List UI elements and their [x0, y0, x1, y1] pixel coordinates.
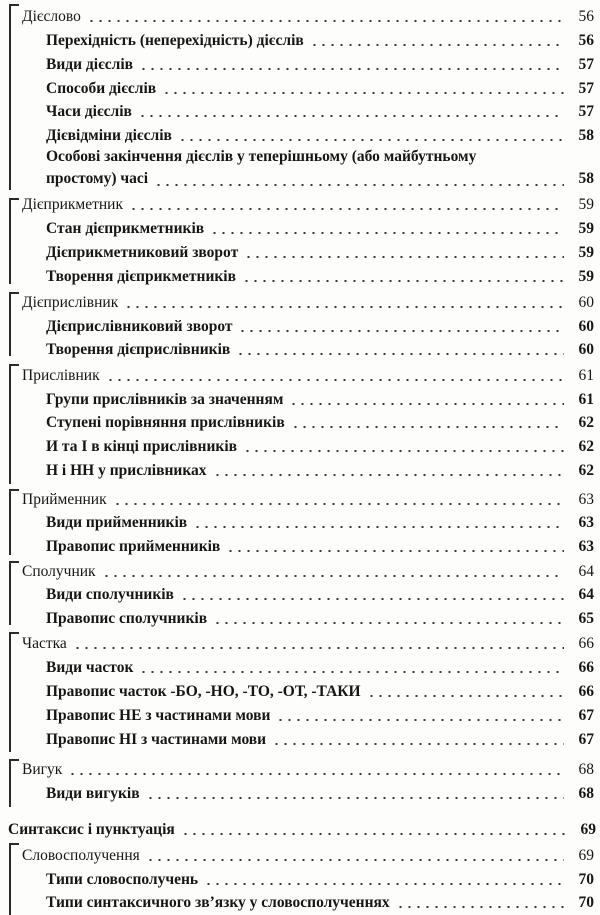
group-bracket: [9, 489, 19, 491]
toc-entry[interactable]: Правопис НІ з частинами мови 67: [46, 731, 594, 748]
toc-entry[interactable]: Дієприслівник 60: [22, 294, 594, 311]
dot-leader: [210, 232, 564, 234]
dot-leader: [124, 306, 564, 308]
toc-entry[interactable]: Дієприкметник 59: [22, 196, 594, 213]
dot-leader: [243, 450, 564, 452]
dot-leader: [162, 92, 564, 94]
dot-leader: [154, 184, 564, 186]
group-bracket: [9, 489, 11, 555]
toc-entry[interactable]: Прислівник 61: [22, 367, 594, 384]
dot-leader: [102, 575, 564, 577]
dot-leader: [367, 695, 564, 697]
dot-leader: [181, 833, 566, 835]
toc-entry[interactable]: Н і НН у прислівниках 62: [46, 462, 594, 479]
dot-leader: [204, 883, 564, 885]
dot-leader: [193, 526, 564, 528]
toc-entry[interactable]: Правопис НЕ з частинами мови 67: [46, 707, 594, 724]
group-bracket: [9, 561, 11, 625]
dot-leader: [129, 208, 564, 210]
dot-leader: [310, 44, 564, 46]
dot-leader: [226, 550, 564, 552]
dot-leader: [106, 379, 564, 381]
toc-entry[interactable]: Стан дієприкметників 59: [46, 220, 594, 237]
toc-entry[interactable]: Творення дієприслівників 60: [46, 341, 594, 358]
toc-entry[interactable]: Частка 66: [22, 635, 594, 652]
dot-leader: [180, 598, 564, 600]
toc-entry[interactable]: Види вигуків 68: [46, 785, 594, 802]
group-bracket: [9, 4, 19, 6]
toc-entry[interactable]: Правопис сполучників 65: [46, 610, 594, 627]
toc-entry[interactable]: Перехідність (неперехідність) дієслів 56: [46, 32, 594, 49]
dot-leader: [146, 797, 564, 799]
group-bracket: [9, 843, 11, 915]
dot-leader: [244, 256, 564, 258]
dot-leader: [73, 647, 564, 649]
toc-entry[interactable]: Способи дієслів 57: [46, 80, 594, 97]
toc-entry[interactable]: Типи синтаксичного зв’язку у словосполученнях 70: [46, 894, 594, 911]
toc-entry[interactable]: Часи дієслів 57: [46, 103, 594, 120]
group-bracket: [9, 561, 19, 563]
toc-chapter-entry[interactable]: Синтаксис і пунктуація 69: [8, 821, 596, 838]
toc-entry[interactable]: И та І в кінці прислівників 62: [46, 438, 594, 455]
dot-leader: [276, 719, 564, 721]
toc-entry[interactable]: Дієслово 56: [22, 8, 594, 25]
dot-leader: [139, 68, 564, 70]
group-bracket: [9, 632, 11, 752]
toc-entry[interactable]: Творення дієприкметників 59: [46, 268, 594, 285]
toc-entry[interactable]: Ступені порівняння прислівників 62: [46, 414, 594, 431]
group-bracket: [9, 843, 19, 845]
group-bracket: [9, 198, 11, 284]
dot-leader: [87, 20, 564, 22]
group-bracket: [9, 364, 11, 484]
toc-entry[interactable]: Дієвідміни дієслів 58: [46, 127, 594, 144]
toc-entry[interactable]: Сполучник 64: [22, 563, 594, 580]
toc-entry[interactable]: Правопис часток -БО, -НО, -ТО, -ОТ, -ТАКИ 66: [46, 683, 594, 700]
toc-entry[interactable]: Види прийменників 63: [46, 514, 594, 531]
dot-leader: [139, 671, 564, 673]
group-bracket: [9, 292, 11, 356]
group-bracket: [9, 4, 11, 190]
group-bracket: [9, 198, 19, 200]
toc-entry[interactable]: Дієприслівниковий зворот 60: [46, 318, 594, 335]
toc-entry[interactable]: Види сполучників 64: [46, 586, 594, 603]
dot-leader: [236, 353, 564, 355]
toc-entry[interactable]: Вигук 68: [22, 761, 594, 778]
dot-leader: [238, 330, 564, 332]
toc-entry[interactable]: Прийменник 63: [22, 491, 594, 508]
group-bracket: [9, 292, 19, 294]
group-bracket: [9, 632, 19, 634]
toc-entry[interactable]: Види дієслів 57: [46, 56, 594, 73]
dot-leader: [138, 115, 564, 117]
dot-leader: [68, 773, 564, 775]
dot-leader: [291, 426, 564, 428]
toc-entry[interactable]: Групи прислівників за значенням 61: [46, 391, 594, 408]
group-bracket: [9, 759, 19, 761]
dot-leader: [178, 139, 564, 141]
dot-leader: [242, 280, 564, 282]
dot-leader: [146, 859, 564, 861]
dot-leader: [213, 622, 564, 624]
toc-entry[interactable]: Види часток 66: [46, 659, 594, 676]
dot-leader: [213, 474, 564, 476]
dot-leader: [272, 743, 564, 745]
toc-entry[interactable]: Словосполучення 69: [22, 847, 594, 864]
toc-entry[interactable]: Правопис прийменників 63: [46, 538, 594, 555]
toc-entry[interactable]: Типи словосполучень 70: [46, 871, 594, 888]
dot-leader: [113, 503, 564, 505]
toc-entry[interactable]: Особові закінчення дієслів у теперішньому (або майбутньому простому) часі 58: [46, 148, 594, 187]
group-bracket: [9, 364, 19, 366]
toc-entry[interactable]: Дієприкметниковий зворот 59: [46, 244, 594, 261]
dot-leader: [396, 906, 564, 908]
group-bracket: [9, 759, 11, 807]
dot-leader: [289, 403, 564, 405]
